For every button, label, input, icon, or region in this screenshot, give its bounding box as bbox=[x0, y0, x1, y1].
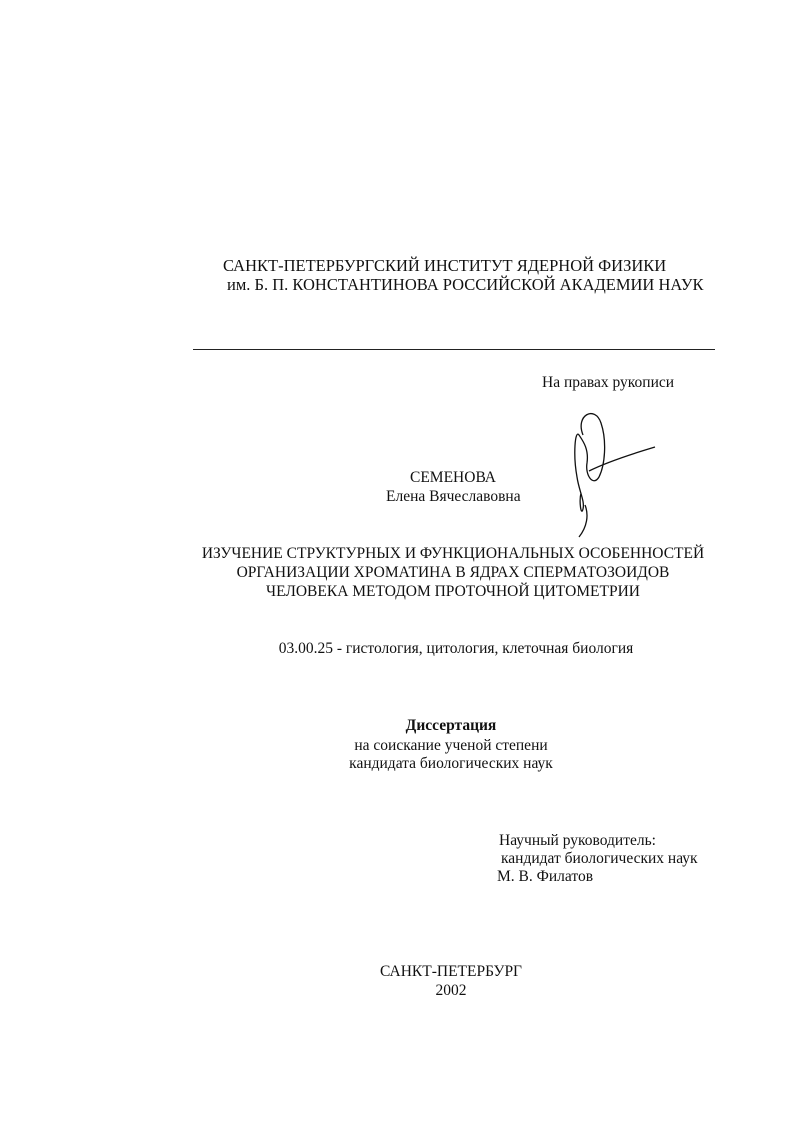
institution-line-2: им. Б. П. КОНСТАНТИНОВА РОССИЙСКОЙ АКАДЕМИИ НАУК bbox=[227, 275, 704, 294]
supervisor-degree: кандидат биологических наук bbox=[501, 850, 698, 867]
author-surname: СЕМЕНОВА bbox=[410, 469, 496, 486]
header-divider bbox=[193, 349, 715, 350]
dissertation-title-line-3: ЧЕЛОВЕКА МЕТОДОМ ПРОТОЧНОЙ ЦИТОМЕТРИИ bbox=[266, 583, 640, 600]
footer-city: САНКТ-ПЕТЕРБУРГ bbox=[379, 963, 523, 980]
degree-line-1: на соискание ученой степени bbox=[354, 737, 548, 754]
dissertation-title-line-2: ОРГАНИЗАЦИИ ХРОМАТИНА В ЯДРАХ СПЕРМАТОЗОИДОВ bbox=[236, 564, 670, 581]
dissertation-title-line-1: ИЗУЧЕНИЕ СТРУКТУРНЫХ И ФУНКЦИОНАЛЬНЫХ ОСОБЕННОСТЕЙ bbox=[201, 545, 705, 562]
author-given-names: Елена Вячеславовна bbox=[386, 488, 521, 505]
specialty-code: 03.00.25 - гистология, цитология, клеточная биология bbox=[278, 640, 634, 657]
document-type: Диссертация bbox=[405, 717, 497, 734]
supervisor-name: М. В. Филатов bbox=[497, 868, 594, 885]
manuscript-note: На правах рукописи bbox=[542, 374, 675, 391]
degree-line-2: кандидата биологических наук bbox=[349, 755, 553, 772]
footer-year: 2002 bbox=[435, 982, 467, 999]
institution-line-1: САНКТ-ПЕТЕРБУРГСКИЙ ИНСТИТУТ ЯДЕРНОЙ ФИЗИКИ bbox=[223, 256, 667, 275]
signature bbox=[555, 405, 665, 540]
supervisor-label: Научный руководитель: bbox=[499, 832, 656, 849]
